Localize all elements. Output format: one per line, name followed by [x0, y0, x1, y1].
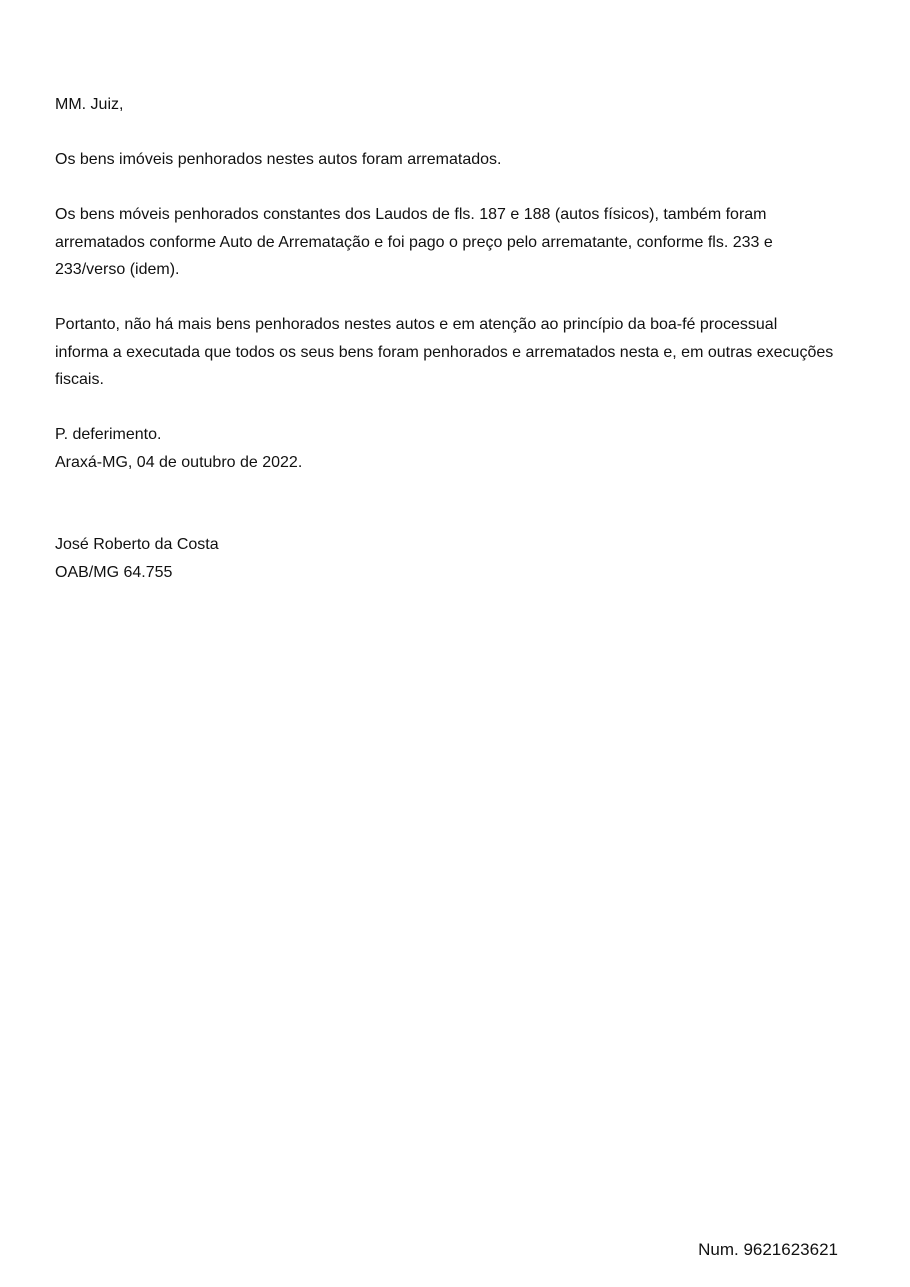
- salutation: MM. Juiz,: [55, 96, 124, 113]
- signer-oab-number: OAB/MG 64.755: [55, 564, 173, 581]
- paragraph-moveis: Os bens móveis penhorados constantes dos Laudos de fls. 187 e 188 (autos físicos), também foram arrematados conforme Auto de Arrematação e foi pago o preço pelo arrematante, conforme fls. 233 e 233/verso (idem).: [55, 206, 773, 278]
- closing-deferimento: P. deferimento.: [55, 426, 162, 443]
- document-number: Num. 9621623621: [698, 1240, 838, 1259]
- place-and-date: Araxá-MG, 04 de outubro de 2022.: [55, 454, 303, 471]
- paragraph-imoveis: Os bens imóveis penhorados nestes autos foram arrematados.: [55, 151, 502, 168]
- paragraph-conclusao: Portanto, não há mais bens penhorados nestes autos e em atenção ao princípio da boa-fé processual informa a executada que todos os seus bens foram penhorados e arrematados nesta e, em outras execuções fiscais.: [55, 316, 834, 388]
- signer-name: José Roberto da Costa: [55, 536, 219, 553]
